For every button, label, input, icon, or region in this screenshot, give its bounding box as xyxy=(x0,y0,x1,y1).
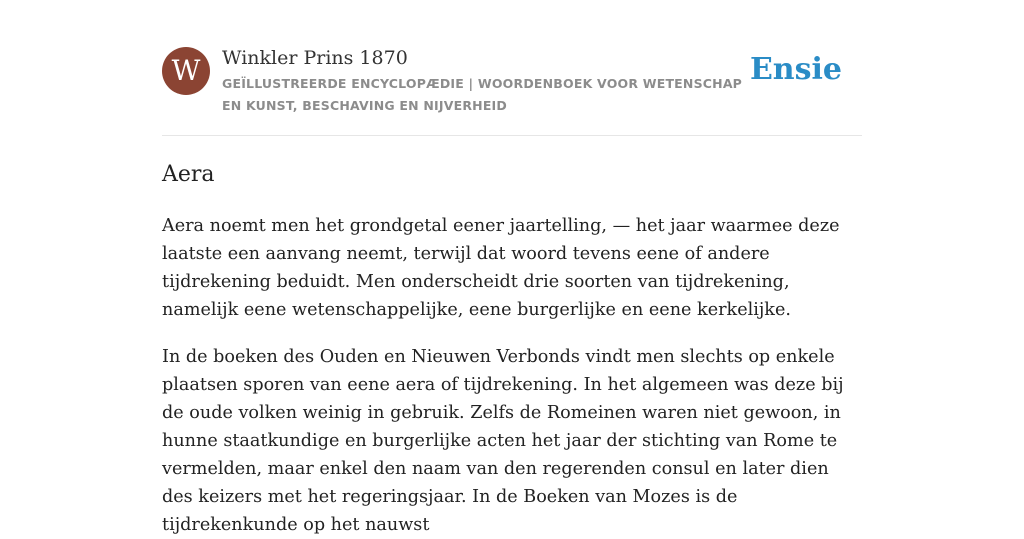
source-info xyxy=(222,45,752,117)
source-avatar[interactable]: W xyxy=(162,47,210,95)
article xyxy=(162,158,862,539)
site-header xyxy=(162,0,862,136)
article-title: Aera xyxy=(162,162,215,187)
article-paragraph: In de boeken des Ouden en Nieuwen Verbonds vindt men slechts op enkele plaatsen sporen van eene aera of tijdrekening. In het algemeen was deze bij de oude volken weinig in gebruik. Zelfs de Romeinen waren niet gewoon, in hunne staatkundige en burgerlijke acten het jaar der stichting van Rome te vermelden, maar enkel den naam van den regerenden consul en later dien des keizers met het regeringsjaar. In de Boeken van Mozes is de tijdrekenkunde op het nauwst xyxy=(162,347,844,535)
ensie-logo[interactable]: Ensie xyxy=(749,52,842,87)
content-container xyxy=(162,0,862,539)
source-title[interactable]: Winkler Prins 1870 xyxy=(222,47,408,69)
source-subtitle: GEÏLLUSTREERDE ENCYCLOPÆDIE | WOORDENBOEK VOOR WETENSCHAP EN KUNST, BESCHAVING EN NIJVERHEID xyxy=(222,76,743,113)
article-paragraph: Aera noemt men het grondgetal eener jaartelling, — het jaar waarmee deze laatste een aanvang neemt, terwijl dat woord tevens eene of andere tijdrekening beduidt. Men onderscheidt drie soorten van tijdrekening, namelijk eene wetenschappelijke, eene burgerlijke en eene kerkelijke. xyxy=(162,216,840,320)
